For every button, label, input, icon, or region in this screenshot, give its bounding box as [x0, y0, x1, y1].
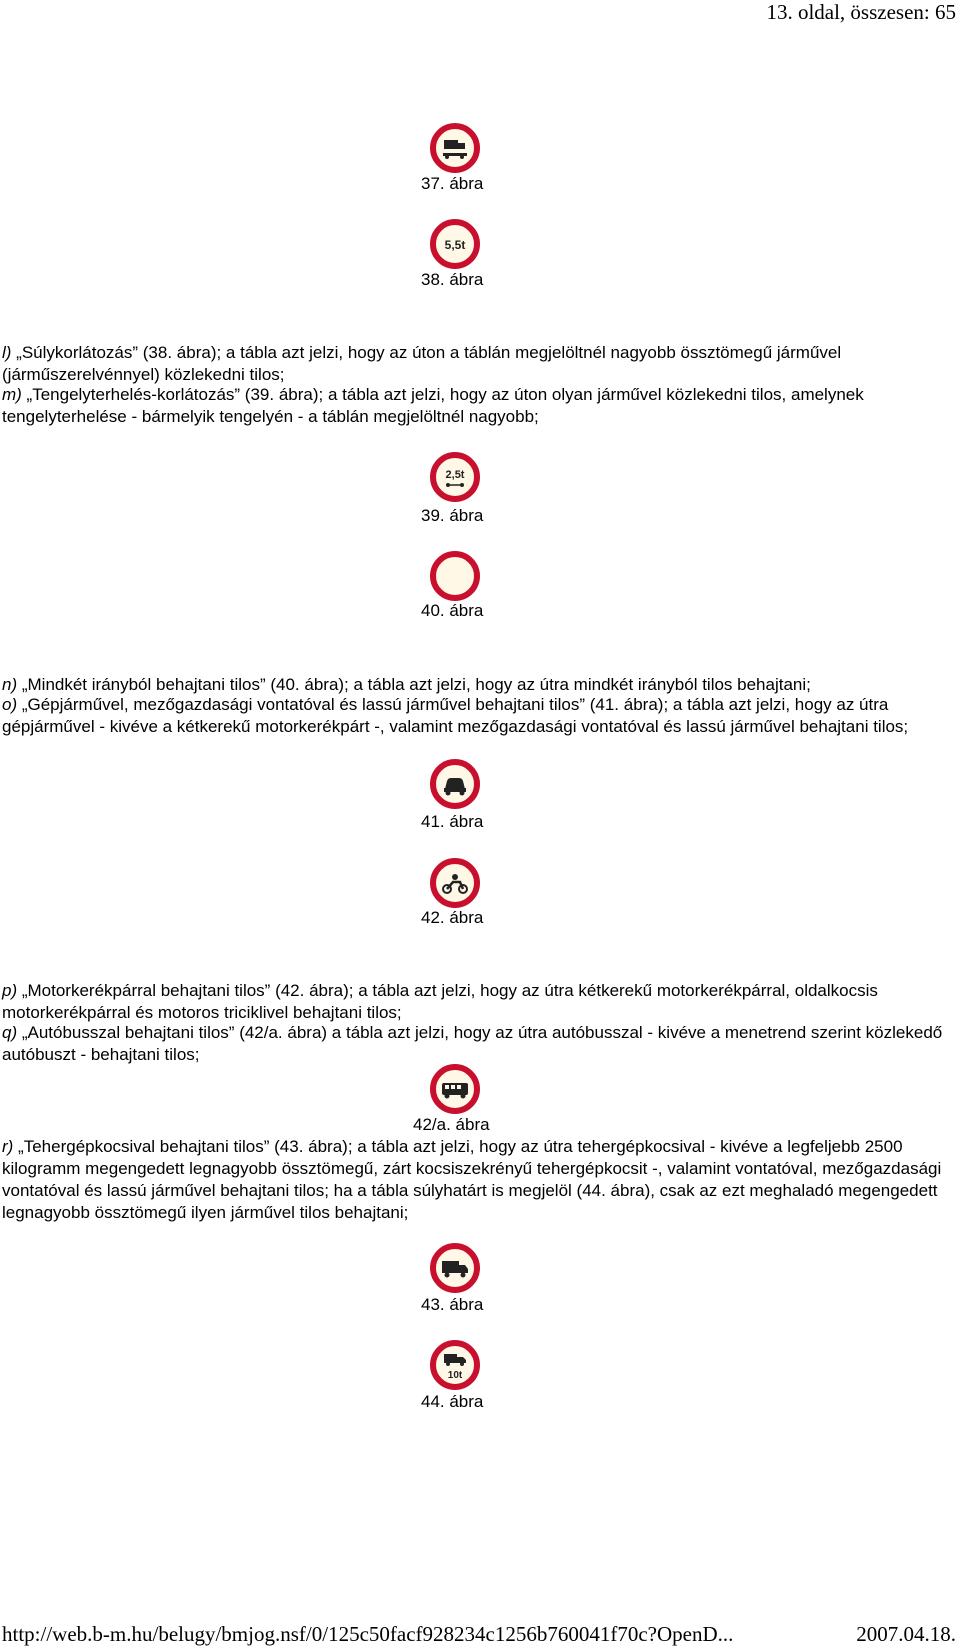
svg-text:2,5t: 2,5t: [445, 469, 465, 481]
footer-date: 2007.04.18.: [856, 1622, 956, 1646]
no-entry-both-directions-icon: [430, 551, 480, 601]
paragraph-marker: n): [2, 675, 18, 694]
no-motorcycles-icon: [430, 858, 480, 908]
paragraph-q: [2, 1022, 952, 1066]
svg-text:10t: 10t: [447, 1370, 463, 1381]
svg-text:5,5t: 5,5t: [444, 238, 466, 252]
paragraph-text: „Súlykorlátozás” (38. ábra); a tábla azt jelzi, hogy az úton a táblán megjelöltnél nagyobb össztömegű járművel (járműszerelvénnyel) közlekedni tilos;: [2, 343, 842, 384]
weight-limit-icon: [430, 219, 480, 269]
paragraph-text: „Autóbusszal behajtani tilos” (42/a. ábra) a tábla azt jelzi, hogy az útra autóbusszal - kivéve a menetrend szerint közlekedő autóbuszt - behajtani tilos;: [2, 1023, 943, 1064]
axle-weight-limit-icon: [430, 452, 480, 502]
figure-caption: 41. ábra: [421, 812, 484, 831]
paragraph-marker: o): [2, 695, 18, 714]
paragraph-text: „Tehergépkocsival behajtani tilos” (43. ábra); a tábla azt jelzi, hogy az útra tehergépkocsival - kivéve a legfeljebb 2500 kilogramm megengedett legnagyobb össztömegű, zárt kocsiszekrényű tehergépkocsit -, valamint vontatóval, mezőgazdasági vontatóval és lassú járművel behajtani tilos; ha a tábla súlyhatárt is megjelöl (44. ábra), csak az ezt meghaladó megengedett legnagyobb össztömegű ilyen járművel tilos behajtani;: [2, 1137, 942, 1222]
paragraph-marker: q): [2, 1023, 18, 1042]
paragraph-marker: l): [2, 343, 12, 362]
figure-caption: 42. ábra: [421, 908, 484, 927]
page-number: 13. oldal, összesen: 65: [766, 0, 956, 24]
figure-caption: 40. ábra: [421, 601, 484, 620]
paragraph-o: [2, 694, 952, 738]
paragraph-n: [2, 674, 952, 696]
paragraph-text: „Tengelyterhelés-korlátozás” (39. ábra); a tábla azt jelzi, hogy az úton olyan járművel közlekedni tilos, amelynek tengelyterhelése - bármelyik tengelyén - a táblán megjelöltnél nagyobb;: [2, 385, 864, 426]
figure-caption: 43. ábra: [421, 1295, 484, 1314]
paragraph-marker: r): [2, 1137, 14, 1156]
figure-caption: 44. ábra: [421, 1392, 484, 1411]
paragraph-p: [2, 980, 952, 1024]
paragraph-text: „Mindkét irányból behajtani tilos” (40. ábra); a tábla azt jelzi, hogy az útra mindkét irányból tilos behajtani;: [17, 675, 811, 694]
paragraph-marker: m): [2, 385, 22, 404]
truck-trailer-prohibited-icon: [430, 123, 480, 173]
paragraph-r: [2, 1136, 952, 1224]
figure-caption: 42/a. ábra: [413, 1115, 490, 1134]
paragraph-text: „Gépjárművel, mezőgazdasági vontatóval és lassú járművel behajtani tilos” (41. ábra); a tábla azt jelzi, hogy az útra gépjárművel - kivéve a kétkerekű motorkerékpárt -, valamint mezőgazdasági vontatóval és lassú járművel behajtani tilos;: [2, 695, 909, 736]
no-buses-icon: [430, 1064, 480, 1114]
figure-caption: 39. ábra: [421, 506, 484, 525]
paragraph-l: [2, 342, 952, 386]
paragraph-marker: p): [2, 981, 18, 1000]
no-motor-vehicles-icon: [430, 759, 480, 809]
figure-caption: 37. ábra: [421, 174, 484, 193]
paragraph-text: „Motorkerékpárral behajtani tilos” (42. ábra); a tábla azt jelzi, hogy az útra kétkerekű motorkerékpárral, oldalkocsis motorkerékpárral és motoros triciklivel behajtani tilos;: [2, 981, 878, 1022]
no-trucks-weight-icon: [430, 1340, 480, 1390]
figure-caption: 38. ábra: [421, 270, 484, 289]
footer-url: http://web.b-m.hu/belugy/bmjog.nsf/0/125c50facf928234c1256b760041f70c?OpenD...: [2, 1622, 734, 1646]
paragraph-m: [2, 384, 952, 428]
no-trucks-icon: [430, 1243, 480, 1293]
